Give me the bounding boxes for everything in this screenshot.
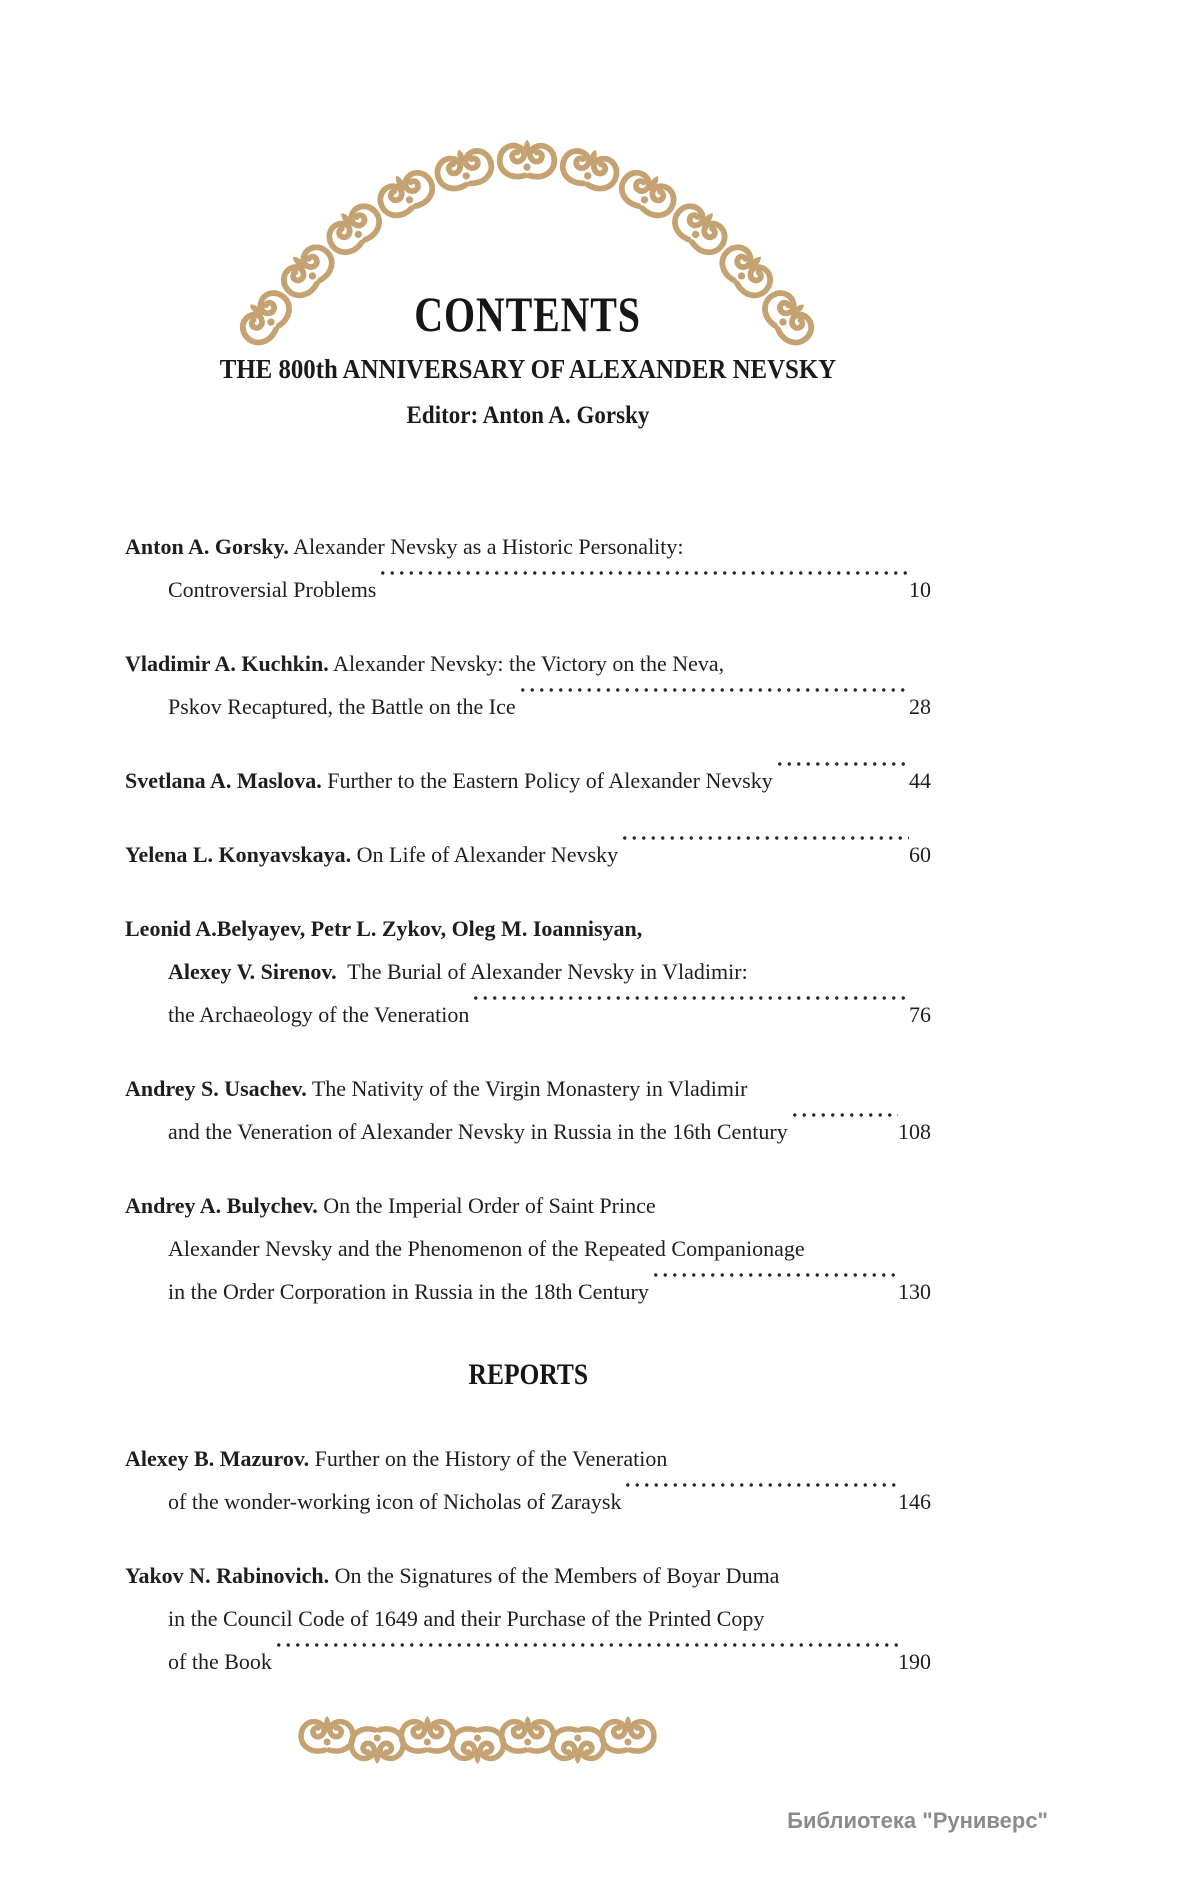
toc-line xyxy=(125,642,931,685)
toc-line xyxy=(125,525,931,568)
dot-leader xyxy=(623,1480,898,1523)
toc-line xyxy=(125,1554,931,1597)
editor-line xyxy=(60,400,995,432)
section-heading xyxy=(125,1357,931,1393)
author-name: Leonid A.Belyayev, Petr L. Zykov, Oleg M. Ioannisyan, xyxy=(125,916,643,941)
toc-entry xyxy=(125,1067,931,1153)
page-number: 146 xyxy=(898,1489,931,1514)
toc-entry xyxy=(125,1184,931,1313)
entry-title-text: Alexander Nevsky and the Phenomenon of the Repeated Companionage xyxy=(168,1236,805,1261)
entry-title-text: On Life of Alexander Nevsky xyxy=(351,842,619,867)
entry-title-text: the Archaeology of the Veneration xyxy=(168,1002,470,1027)
dot-leader xyxy=(775,759,909,802)
author-name: Andrey S. Usachev. xyxy=(125,1076,307,1101)
entry-title-text: The Burial of Alexander Nevsky in Vladimir: xyxy=(336,959,748,984)
editor-line-text: Editor: Anton A. Gorsky xyxy=(406,402,649,429)
page-number: 60 xyxy=(909,842,931,867)
page-title-text: CONTENTS xyxy=(414,286,642,342)
section-heading-text: REPORTS xyxy=(468,1358,588,1391)
entry-title-text: On the Imperial Order of Saint Prince xyxy=(317,1193,656,1218)
entry-title-text: Pskov Recaptured, the Battle on the Ice xyxy=(168,694,516,719)
page-number: 28 xyxy=(909,694,931,719)
toc-line xyxy=(125,1597,931,1640)
bottom-ornament-band xyxy=(0,1700,1200,1790)
author-name: Svetlana A. Maslova. xyxy=(125,768,322,793)
entry-title-text: Alexander Nevsky: the Victory on the Neva, xyxy=(328,651,725,676)
entry-title-text: and the Veneration of Alexander Nevsky in Russia in the 16th Century xyxy=(168,1119,788,1144)
author-name: Yelena L. Konyavskaya. xyxy=(125,842,352,867)
author-name: Vladimir A. Kuchkin. xyxy=(125,651,329,676)
author-name: Alexey V. Sirenov. xyxy=(168,959,337,984)
dot-leader xyxy=(518,685,909,728)
page-number: 10 xyxy=(909,577,931,602)
author-name: Andrey A. Bulychev. xyxy=(125,1193,318,1218)
toc-entry xyxy=(125,907,931,1036)
entry-title-text: The Nativity of the Virgin Monastery in Vladimir xyxy=(306,1076,748,1101)
toc-line xyxy=(125,759,931,802)
toc-line xyxy=(125,1110,931,1153)
entry-title-text: of the Book xyxy=(168,1649,272,1674)
toc-entry xyxy=(125,642,931,728)
entry-title-text: On the Signatures of the Members of Boyar Duma xyxy=(329,1563,780,1588)
toc-line xyxy=(125,568,931,611)
toc-line xyxy=(125,1184,931,1227)
entry-title-text: in the Order Corporation in Russia in the 18th Century xyxy=(168,1279,649,1304)
author-name: Anton A. Gorsky. xyxy=(125,534,289,559)
toc-line xyxy=(125,833,931,876)
dot-leader xyxy=(790,1110,898,1153)
toc-line xyxy=(125,1227,931,1270)
author-name: Yakov N. Rabinovich. xyxy=(125,1563,330,1588)
author-name: Alexey B. Mazurov. xyxy=(125,1446,310,1471)
dot-leader xyxy=(620,833,909,876)
dot-leader xyxy=(378,568,909,611)
toc-line xyxy=(125,993,931,1036)
page-number: 130 xyxy=(898,1279,931,1304)
toc-line xyxy=(125,1270,931,1313)
toc-entry xyxy=(125,759,931,802)
entry-title-text: of the wonder-working icon of Nicholas of Zaraysk xyxy=(168,1489,622,1514)
page-subtitle-text: THE 800th ANNIVERSARY OF ALEXANDER NEVSKY xyxy=(219,354,836,384)
toc-line xyxy=(125,1640,931,1683)
page-number: 108 xyxy=(898,1119,931,1144)
toc-line xyxy=(125,907,931,950)
page-title xyxy=(125,286,931,342)
toc-entry xyxy=(125,1437,931,1523)
entry-title-text: Further to the Eastern Policy of Alexander Nevsky xyxy=(321,768,773,793)
library-watermark: Библиотека "Руниверс" xyxy=(787,1808,1048,1833)
page-number: 190 xyxy=(898,1649,931,1674)
toc-entry xyxy=(125,1554,931,1683)
entry-title-text: in the Council Code of 1649 and their Purchase of the Printed Copy xyxy=(168,1606,765,1631)
toc-list xyxy=(125,525,931,1714)
toc-line xyxy=(125,1480,931,1523)
dot-leader xyxy=(651,1270,898,1313)
entry-title-text: Controversial Problems xyxy=(168,577,377,602)
toc-line xyxy=(125,1067,931,1110)
toc-entry xyxy=(125,833,931,876)
page-number: 76 xyxy=(909,1002,931,1027)
page-number: 44 xyxy=(909,768,931,793)
entry-title-text: Further on the History of the Veneration xyxy=(309,1446,668,1471)
toc-line xyxy=(125,685,931,728)
page-subtitle xyxy=(60,352,995,386)
toc-line xyxy=(125,1437,931,1480)
dot-leader xyxy=(471,993,909,1036)
dot-leader xyxy=(274,1640,898,1683)
toc-entry xyxy=(125,525,931,611)
entry-title-text: Alexander Nevsky as a Historic Personality: xyxy=(288,534,684,559)
toc-line xyxy=(125,950,931,993)
